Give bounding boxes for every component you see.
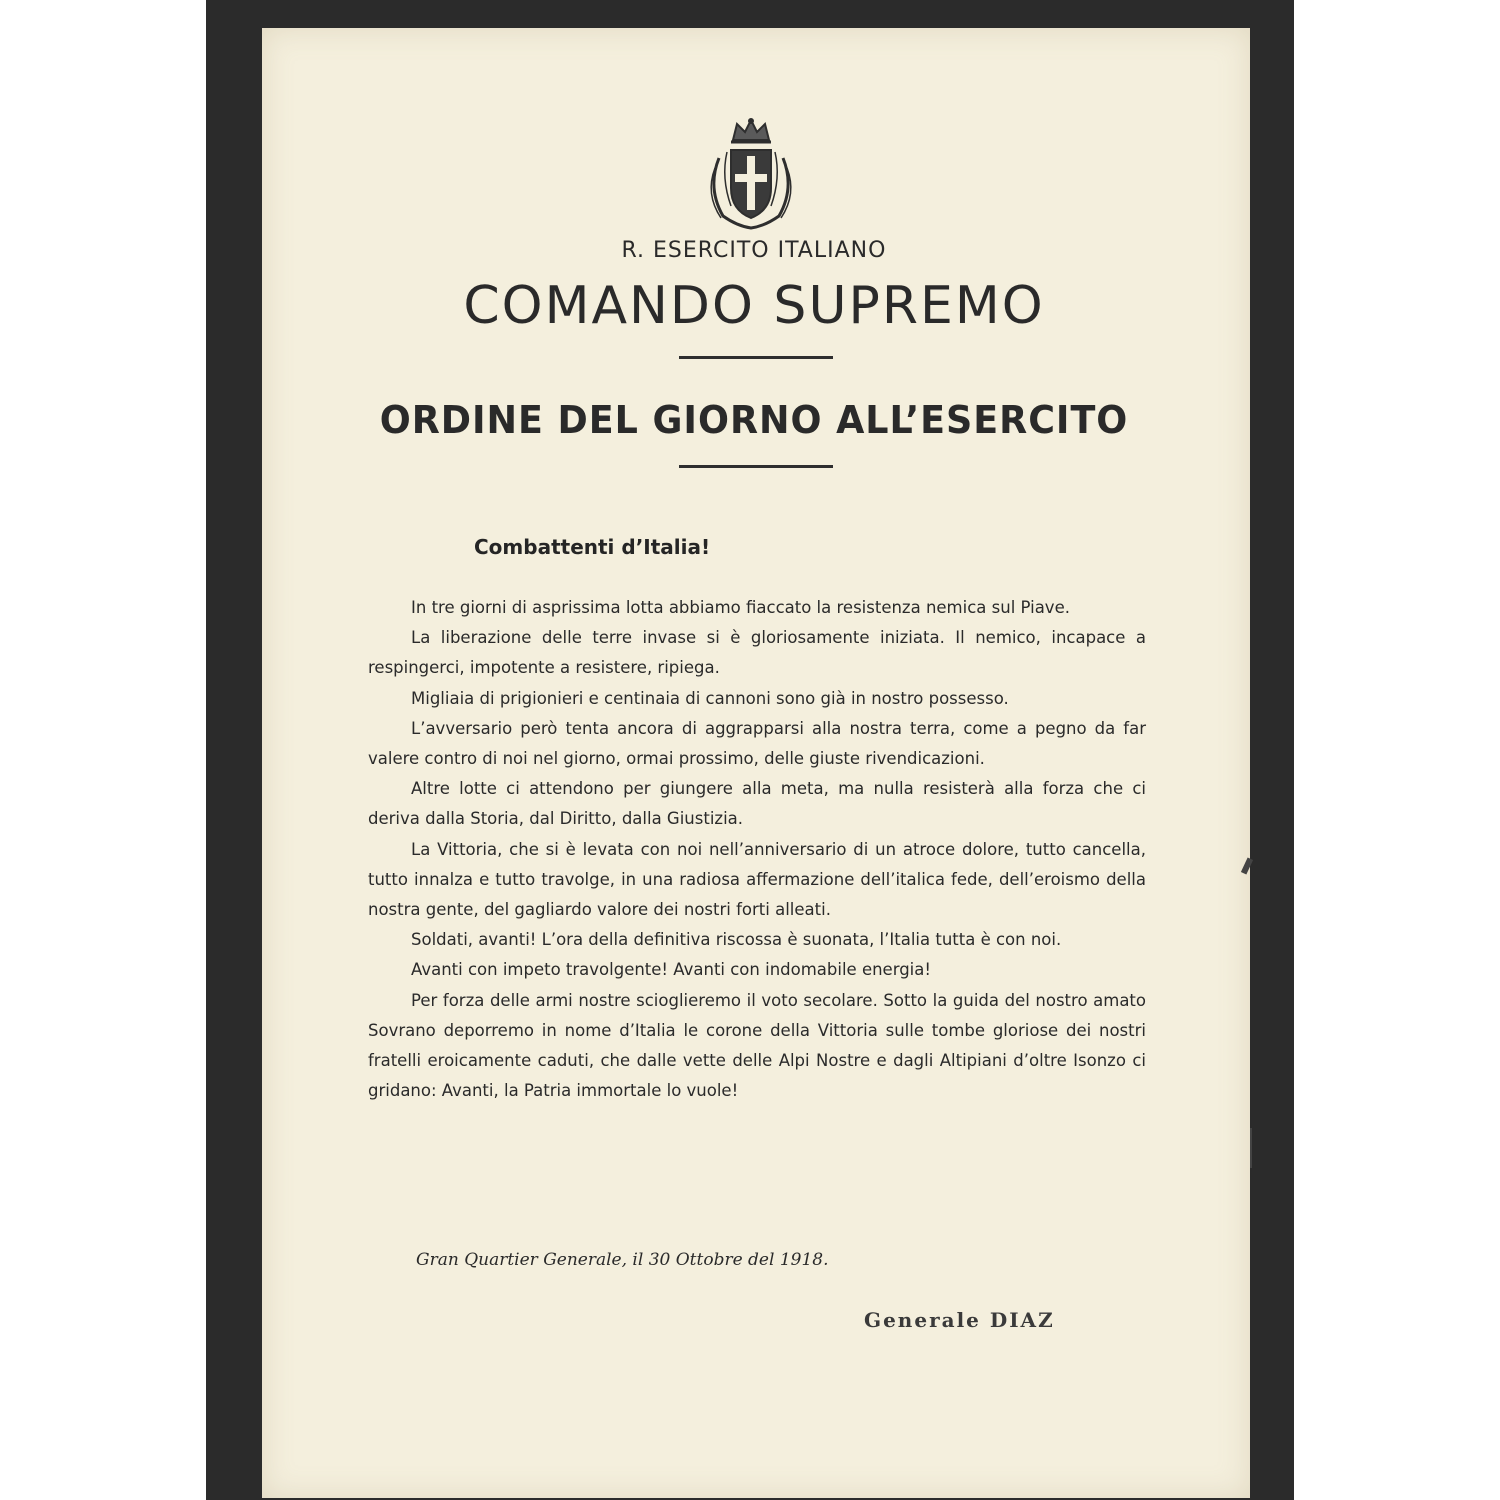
paragraph: Altre lotte ci attendono per giungere alla meta, ma nulla resisterà alla forza che ci deriva dalla Storia, dal Diritto, dalla Giustizia. bbox=[368, 779, 1146, 829]
paragraph: La Vittoria, che si è levata con noi nell’anniversario di un atroce dolore, tutto cancella, tutto innalza e tutto travolge, in una radiosa affermazione dell’italica fede, dell’eroismo della nostra gente, del gagliardo valore dei nostri forti alleati. bbox=[368, 839, 1146, 920]
army-name: R. ESERCITO ITALIANO bbox=[621, 238, 887, 263]
salutation: Combattenti d’Italia! bbox=[474, 535, 711, 559]
command-heading: COMANDO SUPREMO bbox=[463, 276, 1045, 336]
ink-mark bbox=[1250, 1128, 1252, 1168]
divider bbox=[679, 465, 833, 468]
page-title: ORDINE DEL GIORNO ALL’ESERCITO bbox=[379, 398, 1129, 442]
order-body bbox=[368, 593, 1146, 1106]
paragraph: La liberazione delle terre invase si è gloriosamente iniziata. Il nemico, incapace a respingerci, impotente a resistere, ripiega. bbox=[368, 628, 1146, 678]
paragraph: In tre giorni di asprissima lotta abbiamo fiaccato la resistenza nemica sul Piave. bbox=[411, 598, 1070, 617]
paragraph: Avanti con impeto travolgente! Avanti con indomabile energia! bbox=[411, 960, 931, 980]
place-and-date: Gran Quartier Generale, il 30 Ottobre del 1918. bbox=[416, 1250, 829, 1270]
royal-savoy-coat-of-arms-icon bbox=[701, 118, 801, 230]
paragraph: L’avversario però tenta ancora di aggrapparsi alla nostra terra, come a pegno da far valere contro di noi nel giorno, ormai prossimo, delle giuste rivendicazioni. bbox=[368, 718, 1146, 769]
signature: Generale DIAZ bbox=[864, 1308, 1055, 1332]
paragraph: Per forza delle armi nostre scioglieremo il voto secolare. Sotto la guida del nostro amato Sovrano deporremo in nome d’Italia le corone della Vittoria sulle tombe gloriose dei nostri fratelli eroicamente caduti, che dalle vette delle Alpi Nostre e dagli Altipiani d’oltre Isonzo ci gridano: Avanti, la Patria immortale lo vuole! bbox=[368, 990, 1146, 1101]
divider bbox=[679, 356, 833, 359]
paragraph: Migliaia di prigionieri e centinaia di cannoni sono già in nostro possesso. bbox=[411, 688, 1009, 708]
paragraph: Soldati, avanti! L’ora della definitiva riscossa è suonata, l’Italia tutta è con noi. bbox=[411, 930, 1062, 950]
